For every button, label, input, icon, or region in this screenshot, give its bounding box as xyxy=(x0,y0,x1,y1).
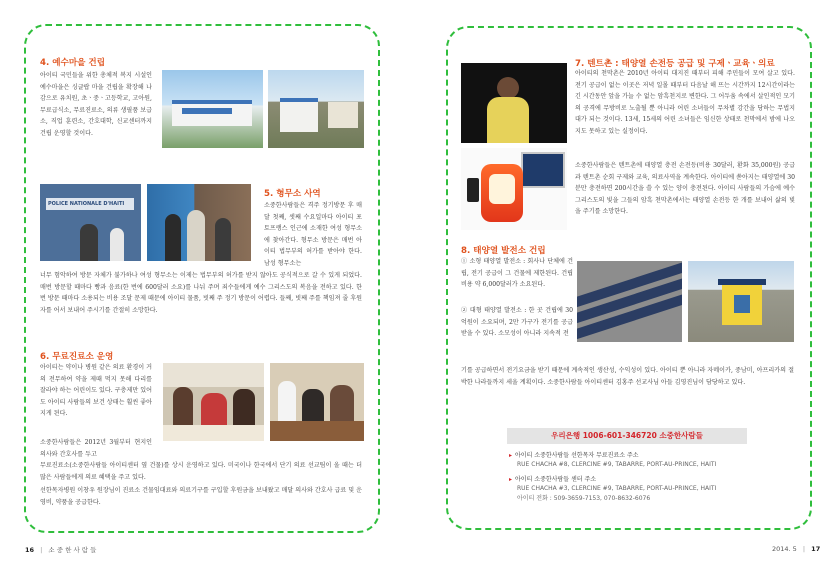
left-footer: 16 | 소 중 한 사 람 들 xyxy=(25,546,97,554)
prison-photo-2 xyxy=(147,184,251,261)
tent-camp-woman-photo xyxy=(461,63,567,143)
left-footer-label: 소 중 한 사 람 들 xyxy=(48,546,97,554)
section-4-title: 4. 예수마을 건립 xyxy=(40,58,106,68)
section-6-body-full-2: 선한목자병원 이창우 원장님이 진료소 건물임대료와 의료기구를 구입할 후원금을 보내왔고 매달 의사와 간호사 급료 및 운영비, 약품을 공급한다. xyxy=(40,487,362,506)
section-6-body-full: 무료진료소(소중한사람들 아이티센터 옆 건물)를 상시 운영하고 있다. 미국이나 한국에서 단기 의료 선교팀이 올 때는 더 많은 사람들에게 의료 혜택을 주고 있다. xyxy=(40,462,362,481)
section-5-body-full: 너무 험악하여 방문 자체가 불가하나 여성 형무소는 이제는 법무부의 허가를 받지 않아도 공식적으로 갈 수 있게 되었다. 매번 방문할 때마다 빵과 음료(한 번에 600달러 소요)를 나눠 주며 죄수들에게 예수 그리스도의 복음을 전하고 있다. 한 번 방문 때마다 소용되는 비용 조달 문제 때문에 아이티 물품, 빗째 주 정기 방문이 어렵다. 들째, 빗째 주를 책임져 줄 후원자를 어서 보내어 주시기를 간절히 소망한다. xyxy=(40,272,362,314)
address-2-value: RUE CHACHA #3, CLERCINE #9, TABARRE, PORT-AU-PRINCE, HAITI xyxy=(517,485,717,493)
phone-number: 아이티 전화 : 509-3659-7153, 070-8632-6076 xyxy=(517,494,651,502)
section-6-title: 6. 무료진료소 운영 xyxy=(40,352,114,362)
section-5-body-side: 소중한사람들은 격주 정기방문 후 매달 첫째, 셋째 수요일마다 아이티 포토프랭스 인근에 소재한 여성 형무소에 찾아간다. 형무소 방문은 매번 아이티 법무부의 허가를 받아야 한다. 남성 형무소는 xyxy=(264,202,362,267)
section-6-body-side: 아이티는 약이나 병원 같은 의료 환경이 거의 전무하여 약을 제때 먹지 못해 다리를 잘라야 하는 어린이도 있다. 구충제만 있어도 아이티 사람들의 보건 상태는 훨씬 좋아지게 된다. xyxy=(40,364,152,418)
right-footer-date: 2014. 5 xyxy=(772,545,797,553)
section-5-title: 5. 형무소 사역 xyxy=(264,189,321,199)
prison-photo-1 xyxy=(40,184,141,261)
solar-lantern-photo xyxy=(461,148,567,230)
address-1-value: RUE CHACHA #8, CLERCINE #9, TABARRE, PORT-AU-PRINCE, HAITI xyxy=(517,461,717,469)
address-1-label: 아이티 소중한사람들 선한목자 무료진료소 주소 xyxy=(515,452,639,459)
section-8-item-1: ① 소형 태양열 발전소 : 회사나 단체에 건립, 전기 공급이 그 건물에 제한된다. 건립비용 약 6,000달러가 소요된다. xyxy=(461,258,573,289)
solar-plant-aerial-photo xyxy=(577,261,682,342)
section-7-title: 7. 텐트촌 : 태양열 손전등 공급 및 구제ㆍ교육ㆍ의료 xyxy=(575,59,775,69)
section-8-item-2: ② 대형 태양열 발전소 : 한 곳 건립에 30억원이 소요되며, 2만 가구가 전기를 공급받을 수 있다. 소모성이 아니라 지속적 전 xyxy=(461,307,573,338)
right-page-number: 17 xyxy=(811,545,821,553)
address-2-label: 아이티 소중한사람들 센터 주소 xyxy=(515,476,597,483)
address-2: ▸ 아이티 소중한사람들 센터 주소 RUE CHACHA #3, CLERCINE #9, TABARRE, PORT-AU-PRINCE, HAITI 아이티 전화 : 509-3659-7153, 070-8632-6076 xyxy=(509,476,717,502)
section-8-body-full: 기를 공급하면서 전기요금을 받기 때문에 계속적인 생산성, 수익성이 있다. 아이티 뿐 아니라 자메이카, 중남미, 아프리카의 절박한 나라들까지 세울 계획이다. 소중한사람들 아이티센터 김홍주 선교사님 아들 김영진님이 담당하고 있다. xyxy=(461,367,794,386)
clinic-photo-2 xyxy=(270,363,364,441)
village-building-photo-2 xyxy=(268,70,364,148)
clinic-photo-1 xyxy=(163,363,264,441)
address-1: ▸ 아이티 소중한사람들 선한목자 무료진료소 주소 RUE CHACHA #8, CLERCINE #9, TABARRE, PORT-AU-PRINCE, HAITI xyxy=(509,452,717,469)
bank-account-box: 우리은행 1006-601-346720 소중한사람들 xyxy=(507,428,747,444)
solar-kiosk-photo xyxy=(688,261,794,342)
section-4-body: 아이티 국민들을 위한 총체적 복지 시설인 예수마을은 싱글랍 마을 건립을 확장해 나감으로 유치원, 초ㆍ중ㆍ고등학교, 고아원, 무료급식소, 무료진료소, 의류 생필품 보급소, 직업 훈련소, 간호대학, 신교센터까지 건립 운영할 것이다. xyxy=(40,72,152,137)
section-6-body-side-2: 소중한사람들은 2012년 3월부터 현지인 의사와 간호사를 두고 xyxy=(40,439,152,458)
police-sign-text: POLICE NATIONALE D'HAITI xyxy=(48,201,125,207)
section-8-title: 8. 태양열 발전소 건립 xyxy=(461,246,546,256)
left-page-number: 16 xyxy=(25,546,35,554)
right-footer: 2014. 5 | 17 xyxy=(772,545,821,553)
village-building-photo-1 xyxy=(162,70,263,148)
section-7-body-2: 소중한사람들은 텐트촌에 태양열 충전 손전등(비용 30달러, 환화 35,000원) 공급과 텐트촌 순회 구제와 교육, 의료사역을 계속한다. 아이티에 쏟아지는 태양열에 30분만 충전하면 200시간을 쓸 수 있는 양이 충전된다. 아이티 사람들의 가슴에 예수 그리스도의 빛을 그들의 암흑 천막촌에서는 태양열 손전등 한 개를 보내어 삶의 빛을 주기를 소망한다. xyxy=(575,162,795,216)
section-7-body: 아이티의 천막촌은 2010년 아이티 대지진 때부터 피해 주민들이 모여 살고 있다. 전기 공급이 없는 이곳은 저녁 일몰 때부터 다음날 해 뜨는 시간까지 12시간이라는 긴 시간동안 앞을 가늘 수 없는 암흑천지로 변한다. 그 어두움 속에서 살인적인 모기의 공격에 무방비로 노출될 뿐 아니라 어린 소녀들이 무차별 강간을 당하는 무법지대가 되는 것이다. 13세, 15세의 어린 소녀들은 임신한 상태로 천막에서 밤에 나오지도 못하고 있는 실정이다. xyxy=(575,70,795,135)
